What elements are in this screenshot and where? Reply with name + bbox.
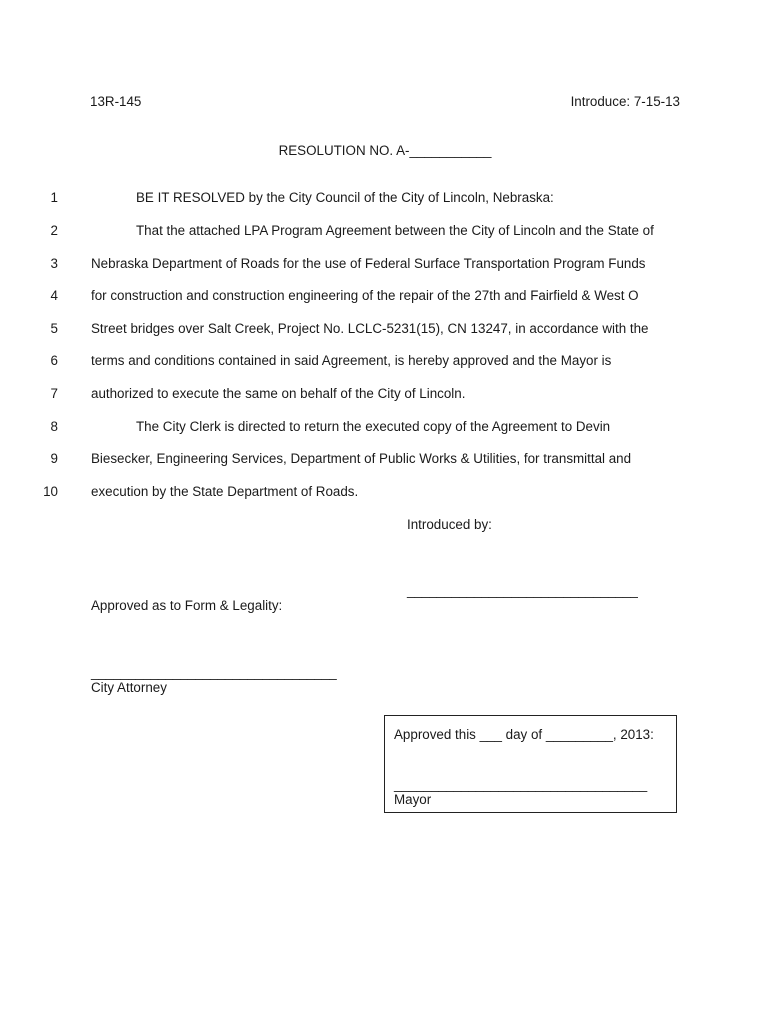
line-text: Street bridges over Salt Creek, Project No. LCLC-5231(15), CN 13247, in accordance with the	[91, 321, 649, 336]
mayor-approval-box	[384, 715, 677, 813]
line-number: 1	[50, 190, 58, 205]
line-number: 5	[50, 321, 58, 336]
line-number: 8	[50, 419, 58, 434]
line-text: execution by the State Department of Roads.	[91, 484, 359, 499]
line-text: The City Clerk is directed to return the executed copy of the Agreement to Devin	[136, 419, 611, 434]
mayor-signature-line: __________________________________	[394, 777, 648, 792]
line-text: BE IT RESOLVED by the City Council of the City of Lincoln, Nebraska:	[136, 190, 554, 205]
line-number: 2	[50, 223, 58, 238]
line-text: That the attached LPA Program Agreement between the City of Lincoln and the State of	[136, 223, 654, 238]
mayor-label: Mayor	[394, 792, 432, 807]
line-number: 6	[50, 353, 58, 368]
line-number: 3	[50, 256, 58, 271]
line-text: for construction and construction engineering of the repair of the 27th and Fairfield & West O	[91, 288, 639, 303]
introduce-date: Introduce: 7-15-13	[570, 94, 680, 109]
introduced-signature-line: _______________________________	[407, 583, 638, 598]
document-id: 13R-145	[90, 94, 142, 109]
line-number: 7	[50, 386, 58, 401]
line-number: 4	[50, 288, 58, 303]
line-text: terms and conditions contained in said Agreement, is hereby approved and the Mayor is	[91, 353, 612, 368]
line-text: Nebraska Department of Roads for the use of Federal Surface Transportation Program Funds	[91, 256, 646, 271]
line-number: 10	[43, 484, 58, 499]
city-attorney-label: City Attorney	[91, 680, 167, 695]
line-number: 9	[50, 451, 58, 466]
resolution-title: RESOLUTION NO. A-___________	[278, 143, 492, 158]
introduced-by-label: Introduced by:	[407, 517, 492, 532]
line-text: Biesecker, Engineering Services, Department of Public Works & Utilities, for transmittal and	[91, 451, 632, 466]
approved-this-text: Approved this ___ day of _________, 2013:	[394, 727, 654, 742]
attorney-signature-line: _________________________________	[91, 665, 337, 680]
line-text: authorized to execute the same on behalf of the City of Lincoln.	[91, 386, 466, 401]
approved-form-label: Approved as to Form & Legality:	[91, 598, 283, 613]
